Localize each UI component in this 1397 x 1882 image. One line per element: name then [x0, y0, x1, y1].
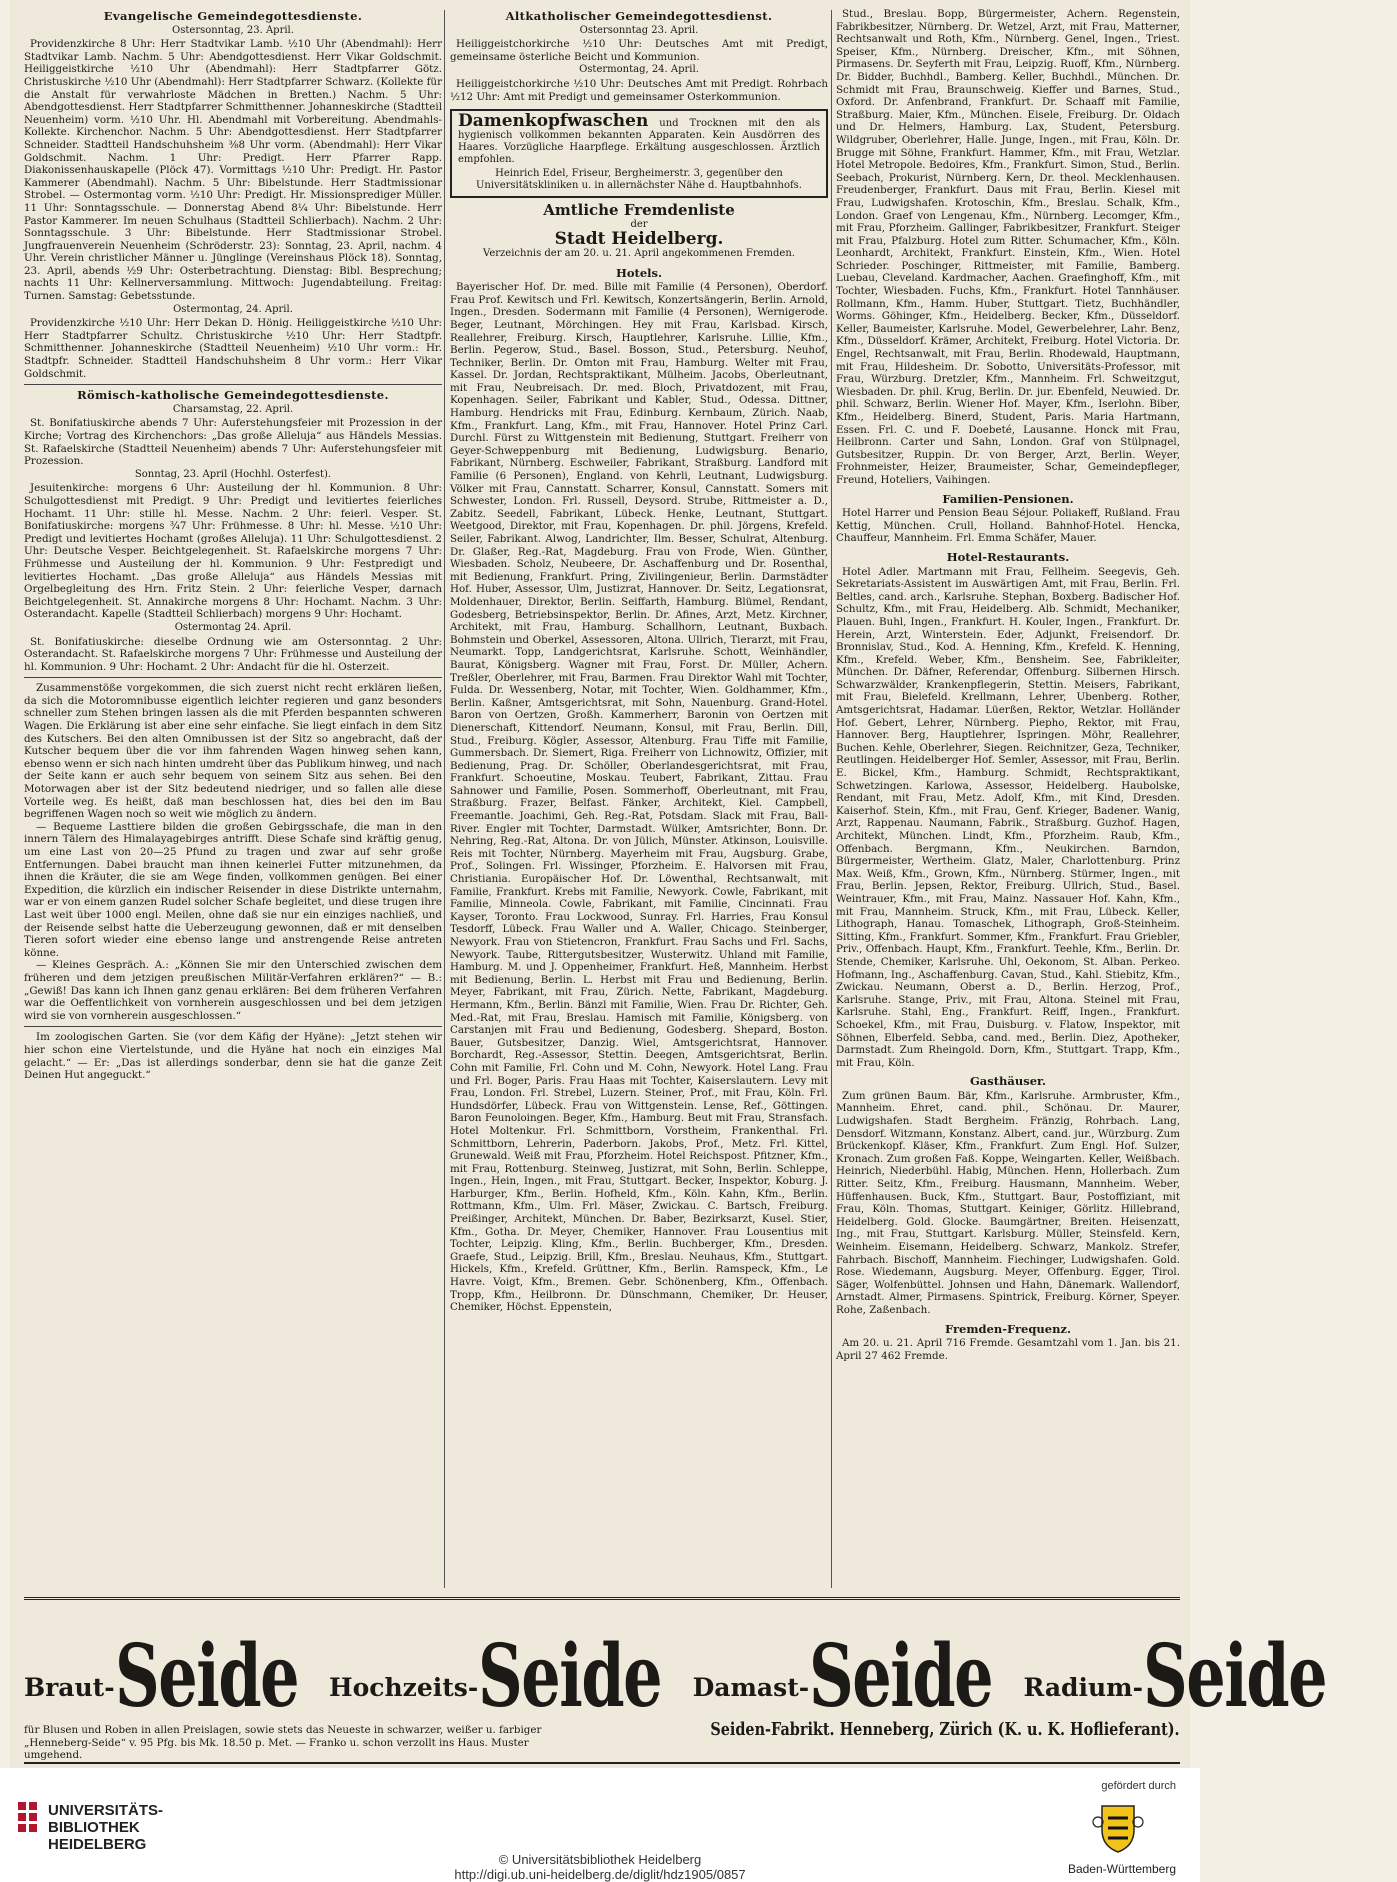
seide-ad-footer: [24, 1719, 1180, 1762]
divider: [24, 384, 442, 385]
restaurants-list: Hotel Adler. Martmann mit Frau, Fellheim. Seegevis, Geh. Sekretariats-Assistent im Auswärtigen Amt, mit Frau, Berlin. Frl. Beltles, cand. arch., Karlsruhe. Stephan, Boxberg. Badischer Hof. Schultz, Kfm., mit Frau, Heidelberg. Alb. Schmidt, Mechaniker, Plauen. Buhl, Ingen., Frankfurt. H. Kouler, Ingen., Frankfurt. Dr. Herein, Arzt, Winterstein. Eder, Adjunkt, Freisendorf. Dr. Bronnislav, Stud., Kod. A. Henning, Kfm., Krefeld. K. Henning, Kfm., Krefeld. Weber, Kfm., Bensheim. See, Fabrikleiter, München. Dr. Däfner, Referendar, Offenburg. Silbernen Hirsch. Schwarzwälder, Krankenpflegerin, Stettin. Meisers, Fabrikant, mit Frau, Bielefeld. Krellmann, Lehrer, Ubenberg. Rother, Amtsgerichtsrat, Hadamar. Lüerßen, Rektor, Wetzlar. Holländer Hof. Gebert, Lehrer, Nürnberg. Piepho, Rektor, mit Frau, Hannover. Berg, Hauptlehrer, Ispringen. Möhr, Reallehrer, Buchen. Kehle, Oberlehrer, Siegen. Reichnitzer, Geza, Techniker, Reutlingen. Heidelberger Hof. Semler, Assessor, mit Frau, Berlin. E. Bickel, Kfm., Hamburg. Schmidt, Rechtspraktikant, Schwetzingen. Karlowa, Assessor, Heidelberg. Haubolske, Rendant, mit Frau, Metz. Adolf, Kfm., mit Kind, Dresden. Kaiserhof. Stein, Kfm., mit Frau, Genf. Krieger, Badener. Wanig, Arzt, Rappenau. Naumann, Fabrik., Straßburg. Guzhof. Hagen, Architekt, München. Lindt, Kfm., Pforzheim. Raub, Kfm., Offenbach. Bergmann, Kfm., Neukirchen. Barndon, Bürgermeister, Wertheim. Glatz, Maler, Charlottenburg. Prinz Max. Weiß, Kfm., Grown, Kfm., Nürnberg. Stürmer, Ingen., mit Frau, Berlin. Jepsen, Rektor, Freiburg. Ullrich, Stud., Basel. Weintrauer, Kfm., mit Frau, Mainz. Nassauer Hof. Kahn, Kfm., mit Frau, Mannheim. Struck, Kfm., mit Frau, Lübeck. Keller, Lithograph, Hanau. Tomaschek, Lithograph, Groß-Steinheim. Sitting, Kfm., Frankfurt. Sommer, Kfm., Frankfurt. Frau Griebler, Priv., Offenbach. Haupt, Kfm., Frankfurt. Teehle, Kfm., Berlin. Dr. Stende, Chemiker, Karlsruhe. Uhl, Oekonom, St. Alban. Perkeo. Hofmann, Ing., Aschaffenburg. Cavan, Stud., Kahl. Stiebitz, Kfm., Zwickau. Neumann, Oberst a. D., Berlin. Herzog, Prof., Karlsruhe. Stange, Priv., mit Frau, Altona. Steinel mit Frau, Karlsruhe. Stahl, Eng., Frankfurt. Reiff, Ingen., Frankfurt. Schoekel, Kfm., mit Frau, Duisburg. v. Flatow, Inspektor, mit Söhnen, Elberfeld. Sebba, cand. med., Berlin. Diez, Apotheker, Darmstadt. Zum Rheingold. Dorn, Kfm., Stuttgart. Trapp, Kfm., mit Frau, Köln.: [836, 565, 1180, 1069]
ak-title: Altkatholischer Gemeindegottesdienst.: [505, 9, 773, 23]
hairdresser-ad: [450, 109, 828, 198]
seide-word: Seide: [478, 1626, 662, 1727]
ev-date-1: Ostersonntag, 23. April.: [172, 24, 294, 36]
ak-date-2: Ostermontag, 24. April.: [579, 64, 699, 76]
copyright-text: © Universitätsbibliothek Heidelberg: [498, 1852, 702, 1867]
funded-by-label: gefördert durch: [1101, 1780, 1176, 1792]
seide-word: Seide: [1143, 1626, 1327, 1727]
ad-top-rule: [24, 1597, 1180, 1600]
fremdenliste-city: Stadt Heidelberg.: [554, 229, 724, 250]
seide-word: Seide: [114, 1626, 298, 1727]
seide-pair-hochzeit: [328, 1626, 733, 1727]
seide-advertisement: [24, 1604, 1327, 1727]
ev-date-2: Ostermontag, 24. April.: [173, 303, 293, 315]
ad-address: Heinrich Edel, Friseur, Bergheimerstr. 3, gegenüber den Universitätskliniken u. in allernächster Nähe d. Hauptbahnhofs.: [476, 168, 802, 192]
ak-text-2: Heiliggeistchorkirche ½10 Uhr: Deutsches Amt mit Predigt. Rohrbach ½12 Uhr: Amt mit Predigt und gemeinsamer Osterkommunion.: [450, 77, 828, 103]
divider: [24, 677, 442, 678]
newspaper-page: [10, 0, 1327, 1768]
column-3: [836, 8, 1180, 1363]
seide-pair-braut: [24, 1626, 369, 1727]
column-1: [24, 8, 442, 1082]
uni-line: UNIVERSITÄTS-: [48, 1802, 164, 1819]
restaurants-heading: Hotel-Restaurants.: [946, 549, 1070, 564]
seide-ad-company: Seiden-Fabrikt. Henneberg, Zürich (K. u. K. Hoflieferant).: [710, 1719, 1180, 1740]
article-gespraech: — Kleines Gespräch. A.: „Können Sie mir den Unterschied zwischen dem früheren und dem jetzigen preußischen Militär-Verfahren erklären?“ — B.: „Gewiß! Das kann ich Ihnen ganz genau erklären: Bei dem früheren Verfahren war die Oeffentlichkeit von vornherein ausgeschlossen und bei dem jetzigen wird sie von vornherein ausgeschlossen.“: [24, 959, 442, 1022]
frequenz-heading: Fremden-Frequenz.: [945, 1321, 1071, 1336]
fremdenliste-subtitle: Verzeichnis der am 20. u. 21. April angekommenen Fremden.: [483, 247, 795, 259]
rk-text-3: St. Bonifatiuskirche: dieselbe Ordnung wie am Ostersonntag. 2 Uhr: Osterandacht. St. Rafaelskirche morgens 7 Uhr: Frühmesse und Austeilung der hl. Kommunion. 9 Uhr: Hochamt. 2 Uhr: Andacht für die hl. Osterzeit.: [24, 635, 442, 673]
ak-date-1: Ostersonntag 23. April.: [579, 24, 699, 36]
ak-text-1: Heiliggeistchorkirche ½10 Uhr: Deutsches Amt mit Predigt, gemeinsame österliche Beicht und Kommunion.: [450, 38, 828, 63]
divider: [24, 1026, 442, 1027]
ev-text-2: Providenzkirche ½10 Uhr: Herr Dekan D. Hönig. Heiliggeistkirche ½10 Uhr: Herr Stadtpfarrer Schultz. Christuskirche ½10 Uhr: Herr Stadtpfr. Schmitthenner. Johanneskirche (Stadtteil Neuenheim) ½10 Uhr vorm.: Hr. Stadtpfr. Schneider. Stadtteil Handschuhsheim 8 Uhr vorm.: Herr Vikar Goldschmit.: [24, 317, 442, 380]
hotels-heading: Hotels.: [615, 265, 662, 280]
footer-source: [0, 1852, 1200, 1882]
column-rule: [831, 10, 832, 1588]
fremdenliste-title: Amtliche Fremdenliste: [543, 201, 735, 220]
seide-word: Hochzeits-: [328, 1673, 479, 1702]
guest-list-continued: Stud., Breslau. Bopp, Bürgermeister, Achern. Regenstein, Fabrikbesitzer, Nürnberg. Dr. Wetzel, Arzt, mit Frau, Matterner, Rechtsanwalt und Roth, Kfm., Nürnberg. Genel, Ingen., Triest. Speiser, Kfm., Nürnberg. Dreischer, Kfm., mit Söhnen, Pirmasens. Dr. Seyferth mit Frau, Leipzig. Ruoff, Kfm., Nürnberg. Dr. Bidder, Buchhdl., Bamberg. Keller, Buchhdl., München. Dr. Schmidt mit Frau, Braunschweig. Kieffer und Barnes, Stud., Oxford. Dr. Anfenbrand, Frankfurt. Dr. Schaaff mit Familie, Straßburg. Maier, Kfm., München. Eisele, Freiburg. Dr. Oldach und Dr. Helmers, Hamburg. Lax, Student, Petersburg. Wildgruber, Oberlehrer, Halle. Junge, Ingen., mit Frau, Köln. Dr. Brugge mit Söhne, Frankfurt. Hammer, Kfm., mit Frau, Wetzlar. Hotel Metropole. Bedoires, Kfm., Frankfurt. Simon, Stud., Berlin. Seebach, Prokurist, Nürnberg. Kern, Dr. theol. Mecklenhausen. Freudenberger, Frankfurt. Daus mit Frau, Berlin. Kiesel mit Frau, Ludwigshafen. Krotoschin, Kfm., Breslau. Schalk, Kfm., London. Graef von Lengenau, Kfm., Nürnberg. Lecomger, Kfm., mit Frau, Pforzheim. Gallinger, Fabrikbesitzer, Frankfurt. Steiger mit Frau, Pfalzburg. Hotel zum Ritter. Schumacher, Kfm., Köln. Leonhardt, Architekt, Frankfurt. Einstein, Kfm., Wien. Hotel Schrieder. Poschinger, Rittmeister, mit Familie, Bamberg. Luebau, Cleveland. Kardmacher, Aachen. Graefinghoff, Kfm., mit Tochter, Wiesbaden. Fuchs, Kfm., Frankfurt. Hotel Tannhäuser. Rollmann, Kfm., Hamm. Huber, Stuttgart. Tietz, Buchhändler, Worms. Göhinger, Kfm., Heidelberg. Becker, Kfm., Düsseldorf. Keller, Baumeister, Karlsruhe. Model, Gewerbelehrer, Lahr. Benz, Kfm., Düsseldorf. Krämer, Architekt, Freiburg. Hotel Victoria. Dr. Engel, Rechtsanwalt, mit Frau, Berlin. Rhodewald, Hauptmann, mit Frau, Hildesheim. Dr. Sobotto, Universitäts-Professor, mit Frau, Würzburg. Dretzler, Kfm., Mannheim. Frl. Schweitzgut, Wiesbaden. Dr. phil. Krug, Berlin. Dr. jur. Ebenfeld, Neuwied. Dr. phil. Schwarz, Berlin. Wiener Hof. Mayer, Kfm., Iserlohn. Biber, Kfm., Heidelberg. Binerd, Student, Paris. Maria Hartmann, Essen. Frl. C. und F. Doebeté, Lausanne. Honck mit Frau, Heilbronn. Carter und Sahn, London. Graf von Stülpnagel, Gutsbesitzer, Ruppin. Dr. von Berger, Arzt, Berlin. Weyer, Frohnmeister, Heizer, Braumeister, Schar, Gemeindepfleger, Freund, Hoteliers, Vaihingen.: [836, 8, 1180, 486]
rk-date-2: Sonntag, 23. April (Hochhl. Osterfest).: [134, 468, 332, 480]
university-library-name: [48, 1802, 163, 1853]
ad-bottom-rule: [24, 1762, 1180, 1764]
seide-word: Seide: [809, 1626, 993, 1727]
hotel-guest-list: Bayerischer Hof. Dr. med. Bille mit Familie (4 Personen), Oberdorf. Frau Prof. Kewitsch und Frl. Kewitsch, Konzertsängerin, Berlin. Arnold, Ingen., Dresden. Sodermann mit Familie (4 Personen), Wernigerode. Beger, Leutnant, Mörchingen. Hey mit Frau, Karlsbad. Kirsch, Reallehrer, Freiburg. Kirsch, Hauptlehrer, Karlsruhe. Lillie, Kfm., Berlin. Pegerow, Stud., Basel. Bosson, Stud., Petersburg. Neuhof, Techniker, Berlin. Dr. Omton mit Frau, Hamburg. Welter mit Frau, Kassel. Dr. Jordan, Rechtspraktikant, Mülheim. Jacobs, Oberleutnant, mit Frau, Neubreisach. Dr. med. Bloch, Privatdozent, mit Frau, Kopenhagen. Seiler, Fabrikant und Kabler, Stud., Odessa. Dittner, Hamburg. Hendricks mit Frau, Edinburg. Kernbaum, Zürich. Naab, Kfm., Frankfurt. Lang, Kfm., mit Frau, Hannover. Hotel Prinz Carl. Durchl. Fürst zu Wittgenstein mit Bedienung, Stuttgart. Freiherr von Geyer-Schweppenburg mit Bedienung, Ludwigsburg. Benario, Fabrikant, Nürnberg. Eschweiler, Fabrikant, Straßburg. Landford mit Familie (6 Personen), England. von Kehrli, Leutnant, Ludwigsburg. Völker mit Frau, Cannstatt. Scharrer, Konsul, Cannstatt. Somers mit Schwester, London. Frl. Russell, Deysord. Strube, Rittmeister a. D., Zabitz. Seedell, Fabrikant, Lübeck. Henke, Leutnant, Stuttgart. Weetgood, Direktor, mit Frau, Kopenhagen. Dr. phil. Jörgens, Krefeld. Seiler, Fabrikant. Alwog, Landrichter, Ilm. Besser, Schulrat, Altenburg. Dr. Glaßer, Reg.-Rat, Magdeburg. Frau von Frode, Wien. Günther, Wiesbaden. Scholz, Neubeere, Dr. Aschaffenburg und Dr. Rosenthal, mit Bedienung, Frankfurt. Pring, Zivilingenieur, Berlin. Darmstädter Hof. Huber, Assessor, Ulm, Justizrat, Hannover. Dr. Seitz, Legationsrat, Moldenhauer, Direktor, Berlin. Seiffarth, Hamburg. Blümel, Rendant, Godesberg, Betriebsinspektor, Berlin. Dr. Afines, Arzt, Metz. Kirchner, Architekt, mit Frau, Hamburg. Schallhorn, Leutnant, Buxbach. Bohmstein und Oberkel, Assessoren, Altona. Ullrich, Tierarzt, mit Frau, Neumarkt. Topp, Landgerichtsrat, Karlsruhe. Schott, Weinhändler, Baurat, Königsberg. Wagner mit Frau, Forst. Dr. Müller, Achern. Treßler, Oberlehrer, mit Frau, Barmen. Frau Direktor Wahl mit Tochter, Fulda. Dr. Wessenberg, Notar, mit Tochter, Wien. Goldhammer, Kfm., Berlin. Kaßner, Amtsgerichtsrat, mit Sohn, Nauenburg. Grand-Hotel. Baron von Oertzen, Großh. Kammerherr, Baronin von Oertzen mit Dienerschaft, Kittendorf. Neumann, Konsul, mit Frau, Berlin. Dill, Stud., Freiburg. Kögler, Assessor, Altenburg. Frau Tiffe mit Familie, Gummersbach. Dr. Siemert, Riga. Freiherr von Lichnowitz, Offizier, mit Bedienung, Prag. Dr. Schöller, Oberlandesgerichtsrat, mit Frau, Frankfurt. Schoeutine, Moskau. Teubert, Fabrikant, Zittau. Frau Sahnower und Familie, Posen. Sommerhoff, Oberleutnant, mit Frau, Straßburg. Frazer, Belfast. Fänker, Architekt, Kiel. Campbell, Freemantle. Joachimi, Geh. Reg.-Rat, Potsdam. Slack mit Frau, Ball-River. Engler mit Tochter, Darmstadt. Wülker, Amtsrichter, Bonn. Dr. Nehring, Reg.-Rat, Altona. Dr. von Jülich, Münster. Atkinson, Louisville. Reis mit Tochter, Nürnberg. Mayerheim mit Frau, Augsburg. Grabe, Prof., Solingen. Frl. Wissinger, Pforzheim. E. Halvorsen mit Frau, Christiania. Europäischer Hof. Dr. Löwenthal, Rechtsanwalt, mit Familie, Frankfurt. Krebs mit Familie, Newyork. Cowle, Fabrikant, mit Familie, Minneola. Cowle, Fabrikant, mit Familie, Cincinnati. Frau Kayser, Toronto. Frau Lockwood, Sunray. Frl. Harries, Frau Konsul Tesdorff, Lübeck. Frau Waller und A. Waller, Chicago. Steinberger, Newyork. Frau von Stietencron, Frankfurt. Frau Sachs und Frl. Sachs, Newyork. Taube, Rittergutsbesitzer, Wusterwitz. Uhland mit Familie, Hamburg. M. und J. Oppenheimer, Frankfurt. Heß, Mannheim. Herbst mit Bedienung, Berlin. L. Herbst mit Frau und Bedienung, Berlin. Meyer, Fabrikant, mit Frau, Zürich. Nette, Fabrikant, Magdeburg. Hermann, Kfm., Berlin. Bänzl mit Familie, Wien. Frau Dr. Richter, Geh. Med.-Rat, mit Frau, Breslau. Hamisch mit Familie, Königsberg. von Carstanjen mit Frau und Bedienung, Godesberg. Shepard, Boston. Bauer, Gutsbesitzer, Danzig. Wiel, Amtsgerichtsrat, Hannover. Borchardt, Reg.-Assessor, Stettin. Deegen, Amtsgerichtsrat, Berlin. Cohn mit Familie, Frl. Cohn und M. Cohn, Newyork. Hotel Lang. Frau und Frl. Boger, Paris. Frau Haas mit Tochter, Kaiserslautern. Levy mit Frau, London. Frl. Strebel, Luzern. Steiner, Prof., mit Frau, Köln. Frl. Hundsdörfer, Lübeck. Frau von Wittgenstein. Lense, Ref., Göttingen. Baron Feunoloingen. Beger, Kfm., Hamburg. Beut mit Frau, Stransfach. Hotel Moltenkur. Frl. Schmittborn, Vorstheim, Frankenthal. Frl. Schmittborn, Lehrerin, Paderborn. Jakobs, Prof., Metz. Frl. Kittel, Grunewald. Weiß mit Frau, Pforzheim. Hotel Reichspost. Pfitzner, Kfm., mit Frau, Rottenburg. Steinweg, Justizrat, mit Sohn, Berlin. Schleppe, Ingen., Hein, Ingen., mit Frau, Stuttgart. Becker, Inspektor, Koburg. J. Harburger, Kfm., Berlin. Hofheld, Kfm., Köln. Kahn, Kfm., Berlin. Rottmann, Kfm., Ulm. Frl. Mäser, Zwickau. C. Bartsch, Freiburg. Preißinger, Architekt, München. Dr. Baber, Bezirksarzt, Kusel. Stier, Kfm., Gotha. Dr. Meyer, Chemiker, Hannover. Frau Lousentius mit Tochter, Leipzig. Kling, Kfm., Berlin. Buchberger, Kfm., Dresden. Graefe, Stud., Leipzig. Brill, Kfm., Breslau. Neuhaus, Kfm., Stuttgart. Hickels, Kfm., Krefeld. Grüttner, Kfm., Berlin. Ramspeck, Kfm., Le Havre. Voigt, Kfm., Bremen. Gebr. Schönenberg, Kfm., Offenbach. Tropp, Kfm., Heilbronn. Dr. Dünschmann, Chemiker, Dr. Heuser, Chemiker, Höchst. Eppenstein,: [450, 281, 828, 1314]
seide-pair-radium: [1023, 1626, 1397, 1727]
university-library-logo-icon: [18, 1802, 44, 1842]
seide-word: Radium-: [1023, 1673, 1143, 1702]
fremdenliste-der: der: [630, 218, 648, 230]
state-coat-of-arms-icon: [1088, 1796, 1148, 1856]
gasthaeuser-heading: Gasthäuser.: [969, 1074, 1047, 1089]
uni-line: BIBLIOTHEK: [48, 1819, 140, 1836]
rk-date-1: Charsamstag, 22. April.: [172, 403, 294, 415]
seide-ad-details: für Blusen und Roben in allen Preislagen, sowie stets das Neueste in schwarzer, weißer u. farbiger „Henneberg-Seide“ v. 95 Pfg. bis Mk. 18.50 p. Met. — Franko u. schon verzollt ins Haus. Muster umgehend.: [24, 1724, 542, 1761]
seide-word: Braut-: [24, 1673, 115, 1702]
permalink[interactable]: http://digi.ub.uni-heidelberg.de/diglit/hdz1905/0857: [454, 1867, 746, 1882]
gasthaeuser-list: Zum grünen Baum. Bär, Kfm., Karlsruhe. Armbruster, Kfm., Mannheim. Ehret, cand. phil., Schönau. Dr. Maurer, Ludwigshafen. Stadt Bergheim. Fränzig, Rohrbach. Lang, Densdorf. Witzmann, Konstanz. Albert, cand. jur., Würzburg. Zum Brückenkopf. Kläser, Kfm., Frankfurt. Zum Engl. Hof. Sulzer, Kronach. Zum großen Faß. Koppe, Weingarten. Keller, Weißbach. Heinrich, Niederbühl. Habig, München. Henn, Hollerbach. Zum Ritter. Seitz, Kfm., Freiburg. Hausmann, Mannheim. Weber, Hüffenhausen. Buck, Kfm., Stuttgart. Baur, Postoffiziant, mit Frau, Köln. Thomas, Stuttgart. Keiniger, Görlitz. Hillebrand, Heidelberg. Gold. Glocke. Baumgärtner, Breiten. Heisenzatt, Ing., mit Frau, Stuttgart. Karlsburg. Müller, Steinsfeld. Kern, Weinheim. Eisemann, Heidelberg. Schwarz, Mankolz. Strefer, Fahrbach. Bischoff, Mannheim. Fiechinger, Ludwigshafen. Gold. Rose. Wiedemann, Augsburg. Meyer, Offenburg. Egger, Tirol. Säger, Wolfenbüttel. Johnsen und Hahn, Dänemark. Wallendorf, Arnstadt. Almer, Pirmasens. Spintrick, Freiburg. Körner, Speyer. Rohe, Zaßenbach.: [836, 1089, 1180, 1316]
column-rule: [444, 10, 445, 1588]
column-2: [450, 8, 828, 1315]
article-omnibus: Zusammenstöße vorgekommen, die sich zuerst nicht recht erklären ließen, da sich die Motoromnibusse eigentlich leichter regieren und ganz besonders schneller zum Stehen bringen lassen als die mit Pferden bespannten schweren Wagen. Die Erklärung ist aber eine sehr einfache. Sie liegt einfach in dem Sitz des Kutschers. Bei den alten Omnibussen ist der Sitz so angebracht, daß der Kutscher bequem über die vor ihm fahrenden Wagen hinweg sehen kann, ebenso wenn er sich nach hinten umdreht über das Publikum hinweg, und nach der Seite kann er auch sehr bequem von seinem Sitz aus sehen. Bei den Motorwagen aber ist der Sitz bedeutend niedriger, und so fallen alle diese Vorteile weg. Es heißt, daß man beschlossen hat, dies bei den im Bau begriffenen Wagen noch so weit wie möglich zu ändern.: [24, 682, 442, 821]
pensionen-heading: Familien-Pensionen.: [942, 491, 1074, 506]
ev-text-1: Providenzkirche 8 Uhr: Herr Stadtvikar Lamb. ½10 Uhr (Abendmahl): Herr Stadtvikar Lamb. Nachm. 5 Uhr: Abendgottesdienst. Herr Vikar Goldschmit. Heiliggeistkirche ½10 Uhr (Abendmahl): Herr Stadtpfarrer Götz. Christuskirche ½10 Uhr (Abendmahl): Herr Stadtpfarrer Schwarz. (Kollekte für die Anstalt für verwahrloste Mädchen in Bretten.) Nachm. 5 Uhr: Abendgottesdienst. Herr Stadtpfarrer Schmitthenner. Johanneskirche (Stadtteil Neuenheim) vorm. ½10 Uhr. Hl. Abendmahl mit Vorbereitung. Abendmahls-Kollekte. Kirchenchor. Nachm. 5 Uhr: Abendgottesdienst. Herr Stadtpfarrer Schneider. Stadtteil Handschuhsheim ⅜8 Uhr vorm. (Abendmahl): Herr Vikar Goldschmit. Nachm. 1 Uhr: Predigt. Herr Pfarrer Rapp. Diakonissenhauskapelle (Plöck 47). Vormittags ½10 Uhr: Predigt. Hr. Pastor Kammerer (Abendmahl). Nachm. 5 Uhr: Bibelstunde. Herr Stadtmissionar Strobel. — Ostermontag vorm. ½10 Uhr: Predigt. Hr. Missionsprediger Müller. 11 Uhr: Sonntagsschule. — Donnerstag Abend 8¼ Uhr: Bibelstunde. Herr Pastor Kammerer. Im neuen Schulhaus (Stadtteil Schlierbach). Nachm. 2 Uhr: Sonntagsschule. 3 Uhr: Bibelstunde. Herr Stadtmissionar Strobel. Jungfrauenverein Neuenheim (Schröderstr. 23): Sonntag, 23. April, nachm. 4 Uhr. Verein christlicher Männer u. Jünglinge (Vereinshaus Plöck 18). Sonntag, 23. April, abends ½9 Uhr: Osterbetrachtung. Dienstag: Bibl. Besprechung; nachts 11 Uhr: Kellnerversammlung. Mittwoch: Jugendabteilung. Freitag: Turnen. Samstag: Gebetsstunde.: [24, 38, 442, 303]
seide-pair-damast: [692, 1626, 1064, 1727]
pensionen-list: Hotel Harrer und Pension Beau Séjour. Poliakeff, Rußland. Frau Kettig, München. Crull, Holland. Bahnhof-Hotel. Hencka, Chauffeur, Mannheim. Frl. Emma Schäfer, Mauer.: [836, 507, 1180, 545]
rk-text-1: St. Bonifatiuskirche abends 7 Uhr: Auferstehungsfeier mit Prozession in der Kirche; Vortrag des Kirchenchors: „Das große Alleluja“ aus Händels Messias. St. Rafaelskirche (Stadtteil Neuenheim) abends 7 Uhr: Auferstehungsfeier mit Prozession.: [24, 417, 442, 468]
rk-title: Römisch-katholische Gemeindegottesdienste.: [77, 388, 389, 403]
ad-text: und Trocknen mit den als hygienisch vollkommen bekannten Apparaten. Kein Ausdörren des Haares. Vorzügliche Haarpflege. Erkältung ausgeschlossen. Ärztlich empfohlen.: [458, 118, 820, 166]
article-zoo: Im zoologischen Garten. Sie (vor dem Käfig der Hyäne): „Jetzt stehen wir hier schon eine Viertelstunde, und die Hyäne hat noch ein einziges Mal gelacht.“ — Er: „Das ist allerdings sonderbar, denn sie hat die ganze Zeit Deinen Hut angeguckt.“: [24, 1031, 442, 1082]
rk-date-3: Ostermontag 24. April.: [174, 621, 292, 633]
seide-word: Damast-: [692, 1673, 810, 1702]
article-lasttiere: — Bequeme Lasttiere bilden die großen Gebirgsschafe, die man in den innern Tälern des Himalayagebirges antrifft. Diese Schafe sind kräftig genug, um eine Last von 20—25 Pfund zu tragen und zwar auf sehr große Entfernungen. Dabei braucht man ihnen keinerlei Futter mitzunehmen, da ihnen die Kräuter, die sie am Wege finden, vollkommen genügen. Bei einer Expedition, die kürzlich ein indischer Reisender in diese Distrikte unternahm, war er von einem ganzen Rudel solcher Schafe begleitet, und diese trugen ihre Last weit über 1000 engl. Meilen, ohne daß sie nur ein einziges nachließ, und der Reisende selbst hatte die Ueberzeugung gewonnen, daß er mit denselben Tieren sofort wieder eine ebenso lange und anstrengende Reise antreten könne.: [24, 820, 442, 959]
ad-headline: Damenkopfwaschen: [458, 111, 649, 132]
uni-line: HEIDELBERG: [48, 1836, 147, 1853]
frequenz-text: Am 20. u. 21. April 716 Fremde. Gesamtzahl vom 1. Jan. bis 21. April 27 462 Fremde.: [836, 1337, 1180, 1362]
rk-text-2: Jesuitenkirche: morgens 6 Uhr: Austeilung der hl. Kommunion. 8 Uhr: Schulgottesdienst mit Predigt. 9 Uhr: Predigt und levitiertes feierliches Hochamt. 11 Uhr: stille hl. Messe. Nachm. 2 Uhr: feierl. Vesper. St. Bonifatiuskirche: morgens ¾7 Uhr: Frühmesse. 8 Uhr: hl. Messe. ½10 Uhr: Predigt und levitiertes Hochamt (großes Alleluja). 11 Uhr: Schulgottesdienst. 2 Uhr: Deutsche Vesper. Beichtgelegenheit. St. Rafaelskirche morgens 7 Uhr: Frühmesse und Austeilung der hl. Kommunion. 9 Uhr: Festpredigt und levitiertes Hochamt. „Das große Alleluja“ aus Händels Messias mit Orgelbegleitung des Hrn. Fritz Stein. 2 Uhr: feierliche Vesper, darnach Beichtgelegenheit. St. Annakirche morgens 8 Uhr: Hochamt. Nachm. 3 Uhr: Osterandacht. Kapelle (Stadtteil Schlierbach) morgens 9 Uhr: Hochamt.: [24, 482, 442, 621]
ev-title: Evangelische Gemeindegottesdienste.: [103, 9, 363, 23]
state-name: Baden-Württemberg: [1067, 1862, 1176, 1876]
